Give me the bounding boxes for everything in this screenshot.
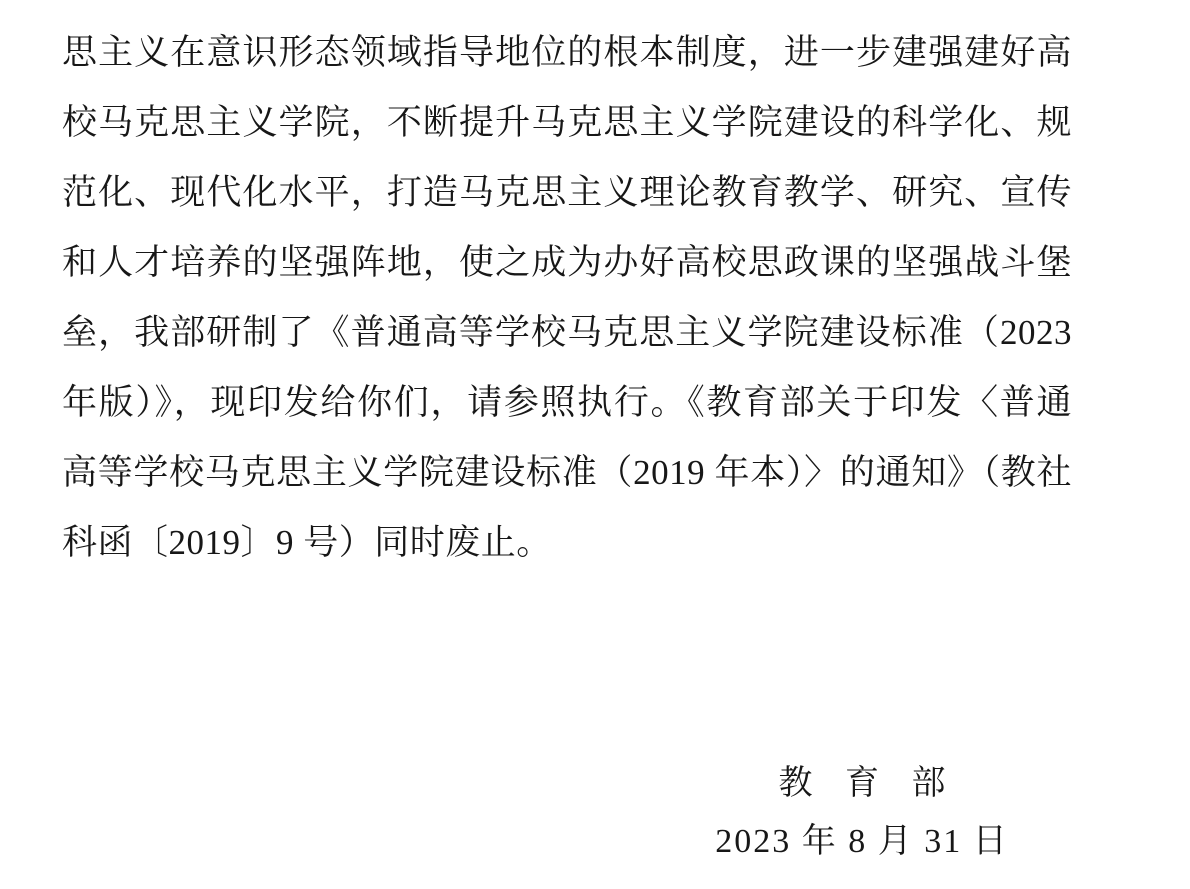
document-issuer: 教 育 部 (778, 765, 958, 802)
document-date: 2023 年 8 月 31 日 (715, 823, 1009, 860)
document-body-paragraph: 思主义在意识形态领域指导地位的根本制度，进一步建强建好高校马克思主义学院，不断提升马克思主义学院建设的科学化、规范化、现代化水平，打造马克思主义理论教育教学、研究、宣传和人才培养的坚强阵地，使之成为办好高校思政课的坚强战斗堡垒，我部研制了《普通高等学校马克思主义学院建设标准（2023年版）》，现印发给你们，请参照执行。《教育部关于印发〈普通高等学校马克思主义学院建设标准（2019 年本）〉的通知》（教社科函〔2019〕9 号）同时废止。 (62, 33, 1072, 562)
signature-block (652, 755, 1072, 871)
